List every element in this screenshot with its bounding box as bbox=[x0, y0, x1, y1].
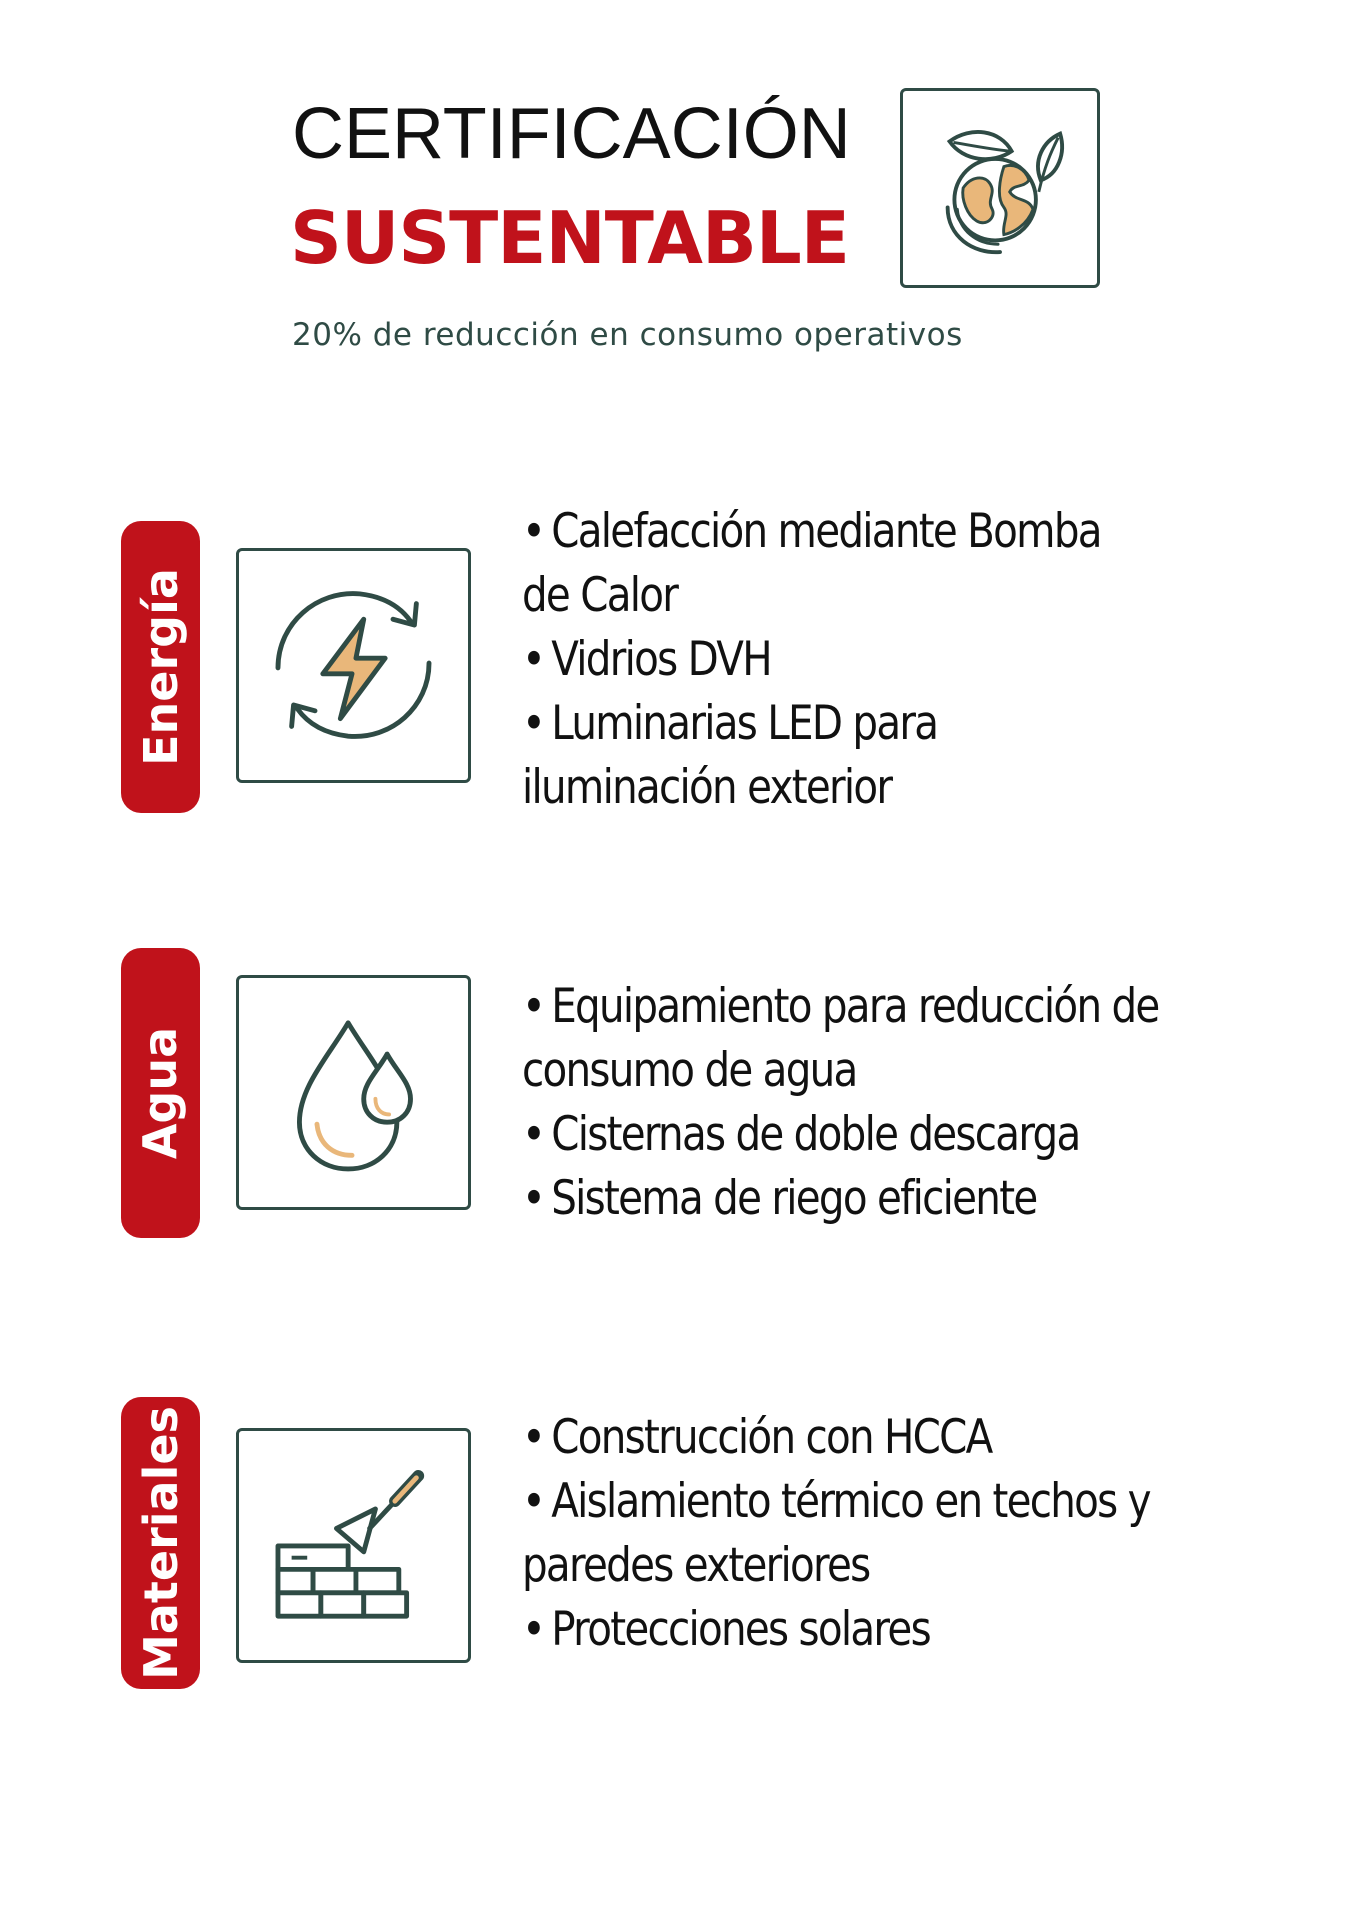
tag-agua-label: Agua bbox=[133, 1026, 188, 1160]
list-item: • Equipamiento para reducción de bbox=[522, 979, 1159, 1034]
tag-materiales bbox=[121, 1397, 200, 1689]
list-item: • Vidrios DVH bbox=[522, 632, 771, 687]
water-drops-icon bbox=[236, 975, 471, 1210]
brick-trowel-icon bbox=[236, 1428, 471, 1663]
title-line-1: CERTIFICACIÓN bbox=[292, 94, 851, 174]
list-item: • Cisternas de doble descarga bbox=[522, 1107, 1080, 1162]
tag-energia bbox=[121, 521, 200, 813]
energy-cycle-icon bbox=[236, 548, 471, 783]
list-item: • Aislamiento térmico en techos y bbox=[522, 1474, 1150, 1529]
tag-materiales-label: Materiales bbox=[133, 1406, 188, 1680]
list-item-continuation: iluminación exterior bbox=[522, 760, 892, 815]
earth-leaves-icon bbox=[900, 88, 1100, 288]
list-item: • Sistema de riego eficiente bbox=[522, 1171, 1037, 1226]
list-item-continuation: de Calor bbox=[522, 568, 678, 623]
list-item-continuation: consumo de agua bbox=[522, 1043, 857, 1098]
list-item: • Calefacción mediante Bomba bbox=[522, 504, 1101, 559]
list-item: • Protecciones solares bbox=[522, 1602, 930, 1657]
energia-list bbox=[522, 500, 1101, 820]
list-item: • Construcción con HCCA bbox=[522, 1410, 992, 1465]
subtitle: 20% de reducción en consumo operativos bbox=[292, 317, 963, 353]
tag-agua bbox=[121, 948, 200, 1238]
materiales-list bbox=[522, 1406, 1150, 1662]
title-line-2: SUSTENTABLE bbox=[290, 196, 849, 280]
list-item: • Luminarias LED para bbox=[522, 696, 938, 751]
agua-list bbox=[522, 975, 1159, 1231]
tag-energia-label: Energía bbox=[133, 568, 188, 766]
list-item-continuation: paredes exteriores bbox=[522, 1538, 870, 1593]
